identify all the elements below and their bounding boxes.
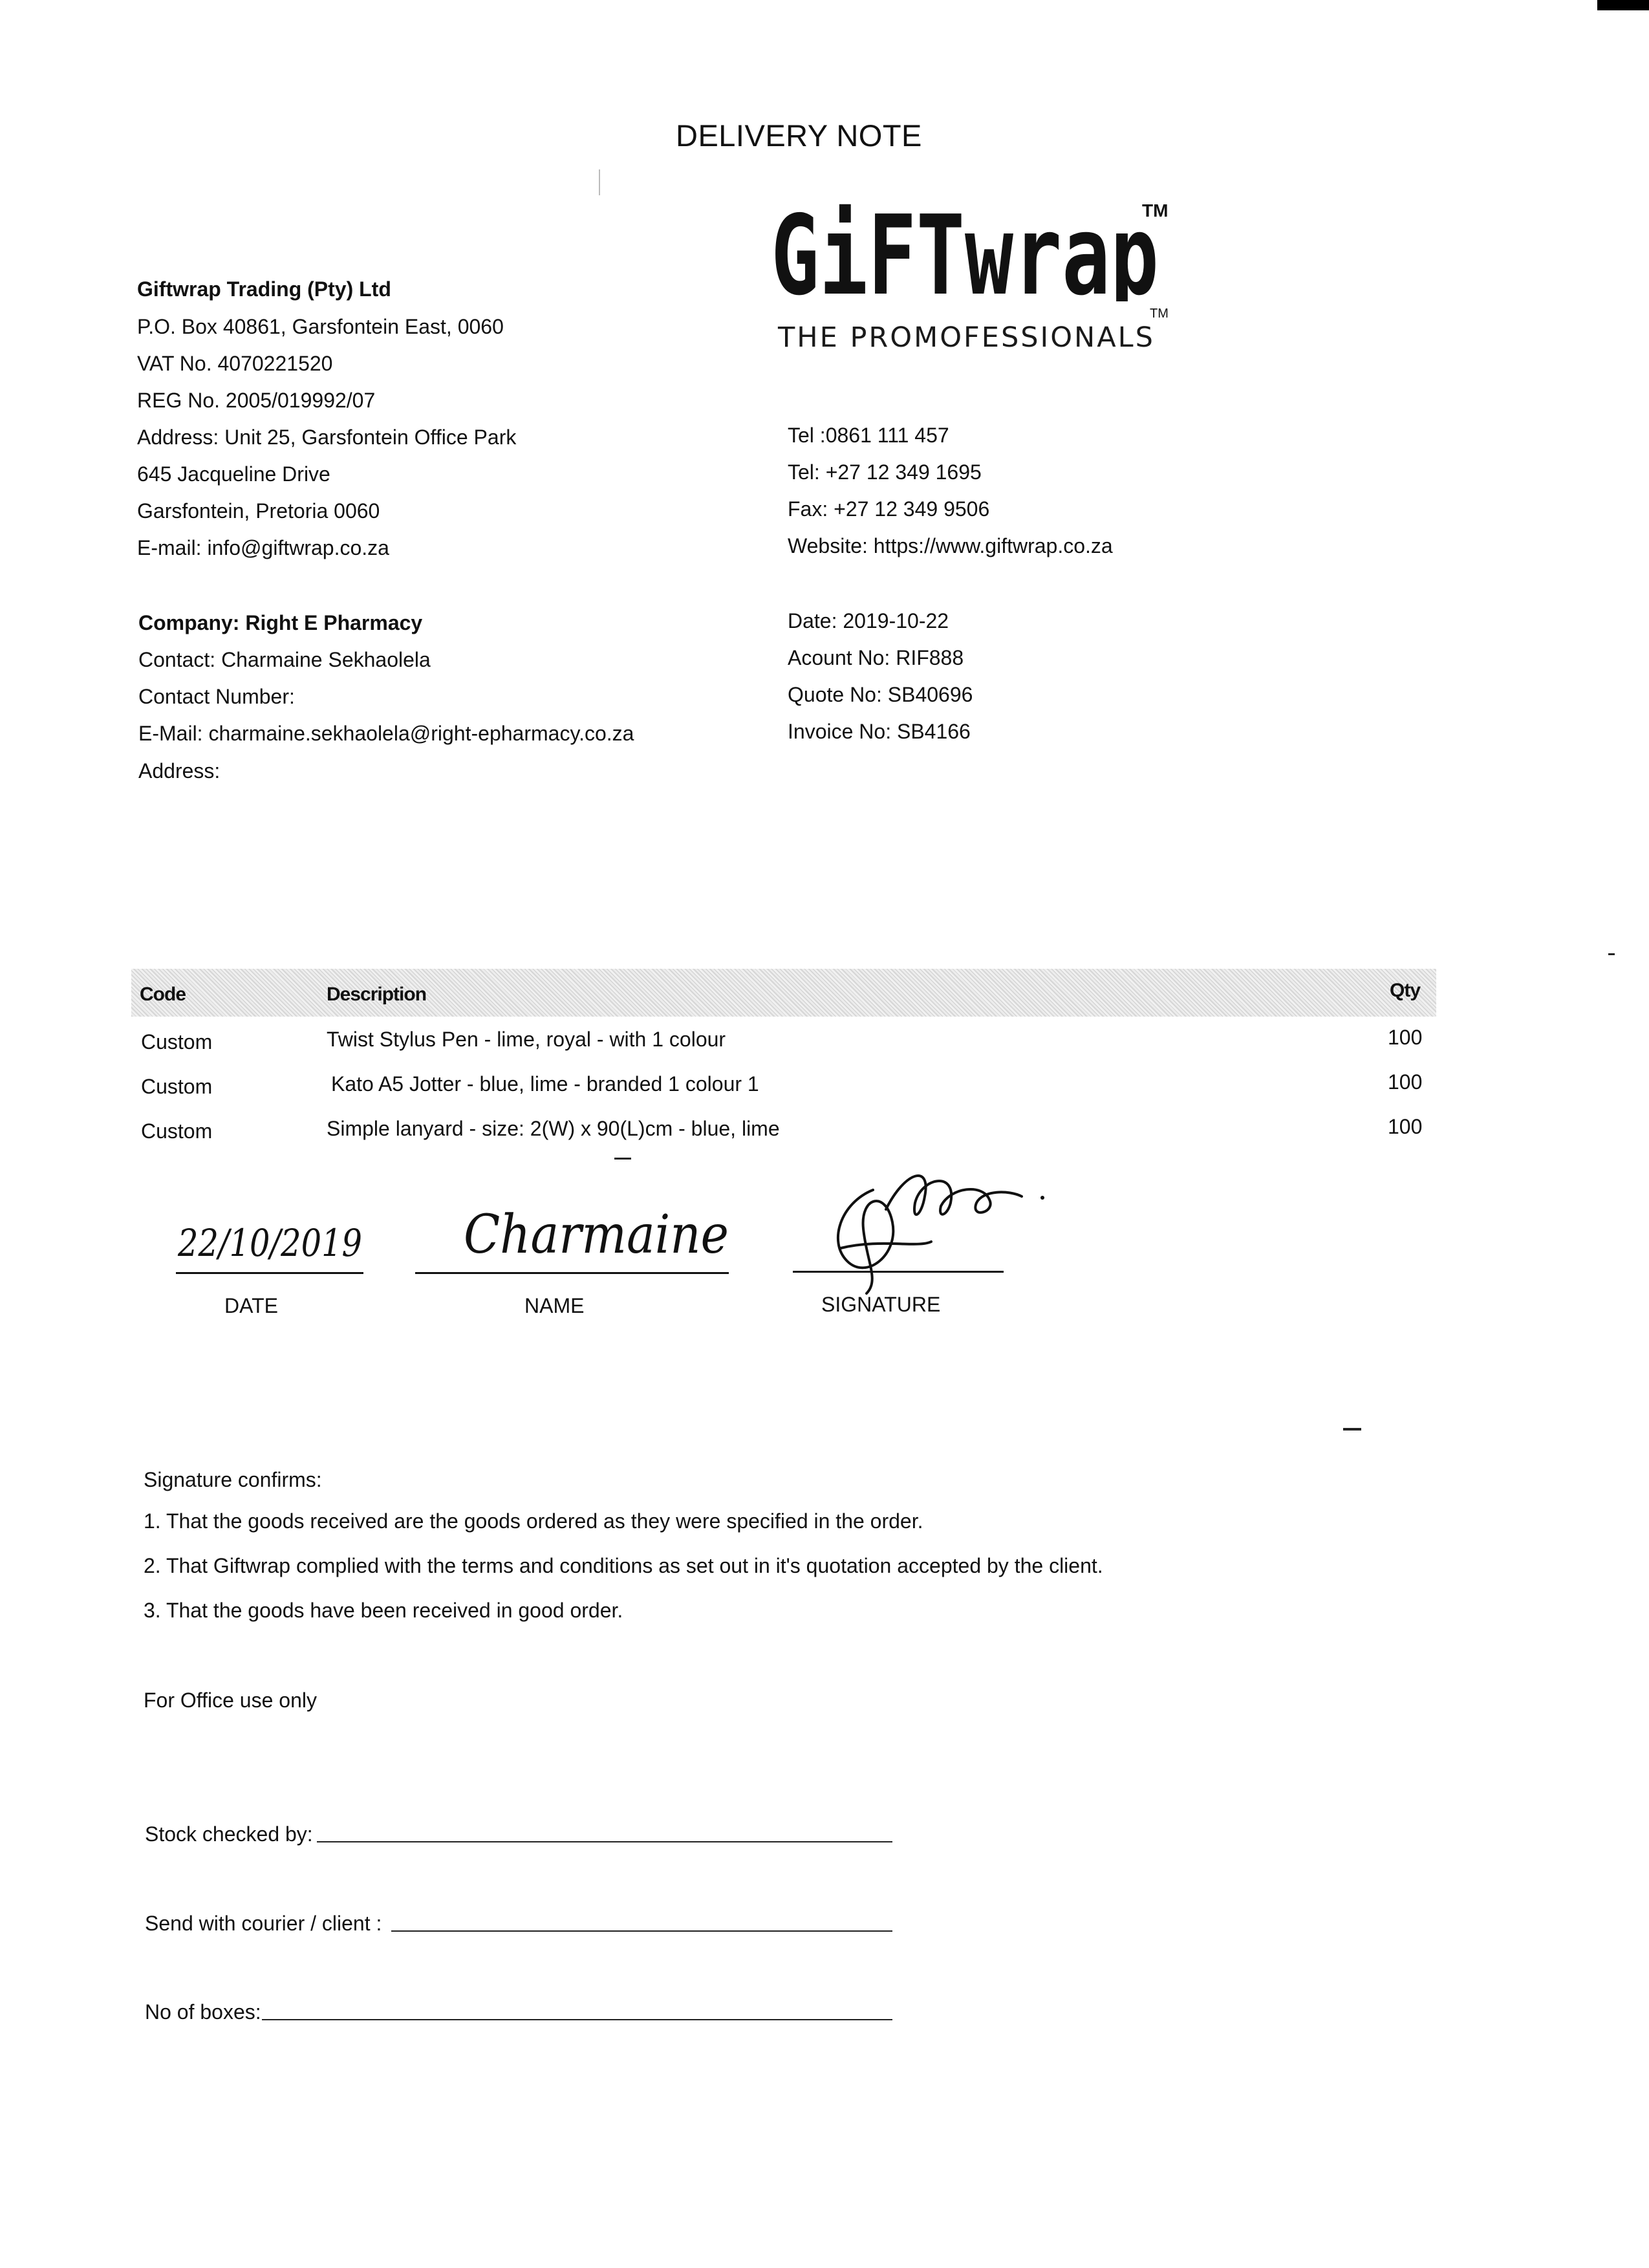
stock-checked-field[interactable] — [317, 1841, 892, 1842]
customer-contact: Contact: Charmaine Sekhaolela — [138, 648, 431, 671]
customer-email: E-Mail: charmaine.sekhaolela@right-epharmacy.co.za — [138, 722, 634, 745]
svg-text:GiFTwrap: GiFTwrap — [771, 192, 1159, 301]
handwritten-name — [460, 1200, 732, 1274]
scan-speck — [599, 169, 600, 195]
supplier-line: 645 Jacqueline Drive — [137, 462, 330, 486]
item-code: Custom — [141, 1119, 213, 1143]
item-description: Simple lanyard - size: 2(W) x 90(L)cm - blue, lime — [327, 1117, 780, 1140]
signature-scribble-graphic — [802, 1151, 1073, 1300]
doc-date: Date: 2019-10-22 — [788, 609, 949, 632]
customer-contact-number: Contact Number: — [138, 685, 295, 708]
signature-line — [793, 1271, 1004, 1273]
signature-label: SIGNATURE — [821, 1293, 941, 1316]
contact-tel-2: Tel: +27 12 349 1695 — [788, 460, 982, 484]
scan-speck — [1608, 953, 1615, 955]
no-of-boxes-label: No of boxes: — [145, 2000, 261, 2024]
logo-wordmark-graphic — [771, 191, 1172, 301]
no-of-boxes-field[interactable] — [262, 2019, 892, 2020]
name-line — [415, 1272, 729, 1274]
supplier-name: Giftwrap Trading (Pty) Ltd — [137, 277, 391, 301]
item-code: Custom — [141, 1030, 213, 1053]
confirmation-item: 1. That the goods received are the goods ordered as they were specified in the order. — [144, 1509, 923, 1533]
svg-text:22/10/2019: 22/10/2019 — [177, 1221, 362, 1265]
item-description: Twist Stylus Pen - lime, royal - with 1 colour — [327, 1028, 726, 1051]
svg-text:Charmaine: Charmaine — [464, 1204, 729, 1266]
handwritten-date-graphic — [175, 1216, 369, 1274]
office-use-heading: For Office use only — [144, 1689, 317, 1712]
handwritten-date — [175, 1216, 369, 1277]
giftwrap-logo — [771, 191, 1172, 305]
contact-tel-1: Tel :0861 111 457 — [788, 424, 949, 447]
logo-tagline: THE PROMOFESSIONALS — [778, 321, 1155, 354]
contact-website: Website: https://www.giftwrap.co.za — [788, 534, 1113, 557]
column-header-description: Description — [327, 984, 427, 1005]
confirmation-heading: Signature confirms: — [144, 1468, 322, 1491]
supplier-line: Address: Unit 25, Garsfontein Office Park — [137, 426, 517, 449]
customer-address: Address: — [138, 759, 221, 783]
scan-speck — [614, 1158, 631, 1160]
confirmation-item: 3. That the goods have been received in good order. — [144, 1599, 623, 1622]
item-description: Kato A5 Jotter - blue, lime - branded 1 colour 1 — [331, 1072, 759, 1096]
date-line — [176, 1272, 363, 1274]
supplier-line: REG No. 2005/019992/07 — [137, 389, 376, 412]
confirmation-item: 2. That Giftwrap complied with the terms and conditions as set out in it's quotation accepted by the client. — [144, 1554, 1103, 1577]
scan-corner-mark — [1597, 0, 1649, 10]
customer-company: Company: Right E Pharmacy — [138, 611, 423, 634]
document-title: DELIVERY NOTE — [676, 118, 922, 153]
scan-speck — [1343, 1428, 1361, 1431]
tagline-trademark: TM — [1150, 307, 1169, 321]
item-code: Custom — [141, 1075, 213, 1098]
date-label: DATE — [224, 1294, 278, 1317]
item-qty: 100 — [1388, 1070, 1423, 1094]
supplier-line: VAT No. 4070221520 — [137, 352, 333, 375]
stock-checked-label: Stock checked by: — [145, 1822, 313, 1846]
logo-trademark: TM — [1142, 200, 1169, 221]
contact-fax: Fax: +27 12 349 9506 — [788, 497, 990, 521]
column-header-qty: Qty — [1390, 980, 1421, 1001]
send-with-field[interactable] — [391, 1930, 892, 1932]
handwritten-name-graphic — [460, 1200, 732, 1271]
doc-quote-no: Quote No: SB40696 — [788, 683, 973, 706]
send-with-label: Send with courier / client : — [145, 1912, 382, 1935]
supplier-email: E-mail: info@giftwrap.co.za — [137, 536, 389, 559]
item-qty: 100 — [1388, 1115, 1423, 1138]
doc-account-no: Acount No: RIF888 — [788, 646, 964, 669]
item-qty: 100 — [1388, 1026, 1423, 1049]
handwritten-signature — [802, 1151, 1073, 1303]
doc-invoice-no: Invoice No: SB4166 — [788, 720, 971, 743]
column-header-code: Code — [140, 984, 186, 1005]
supplier-line: Garsfontein, Pretoria 0060 — [137, 499, 380, 523]
supplier-line: P.O. Box 40861, Garsfontein East, 0060 — [137, 315, 504, 338]
name-label: NAME — [524, 1294, 585, 1317]
